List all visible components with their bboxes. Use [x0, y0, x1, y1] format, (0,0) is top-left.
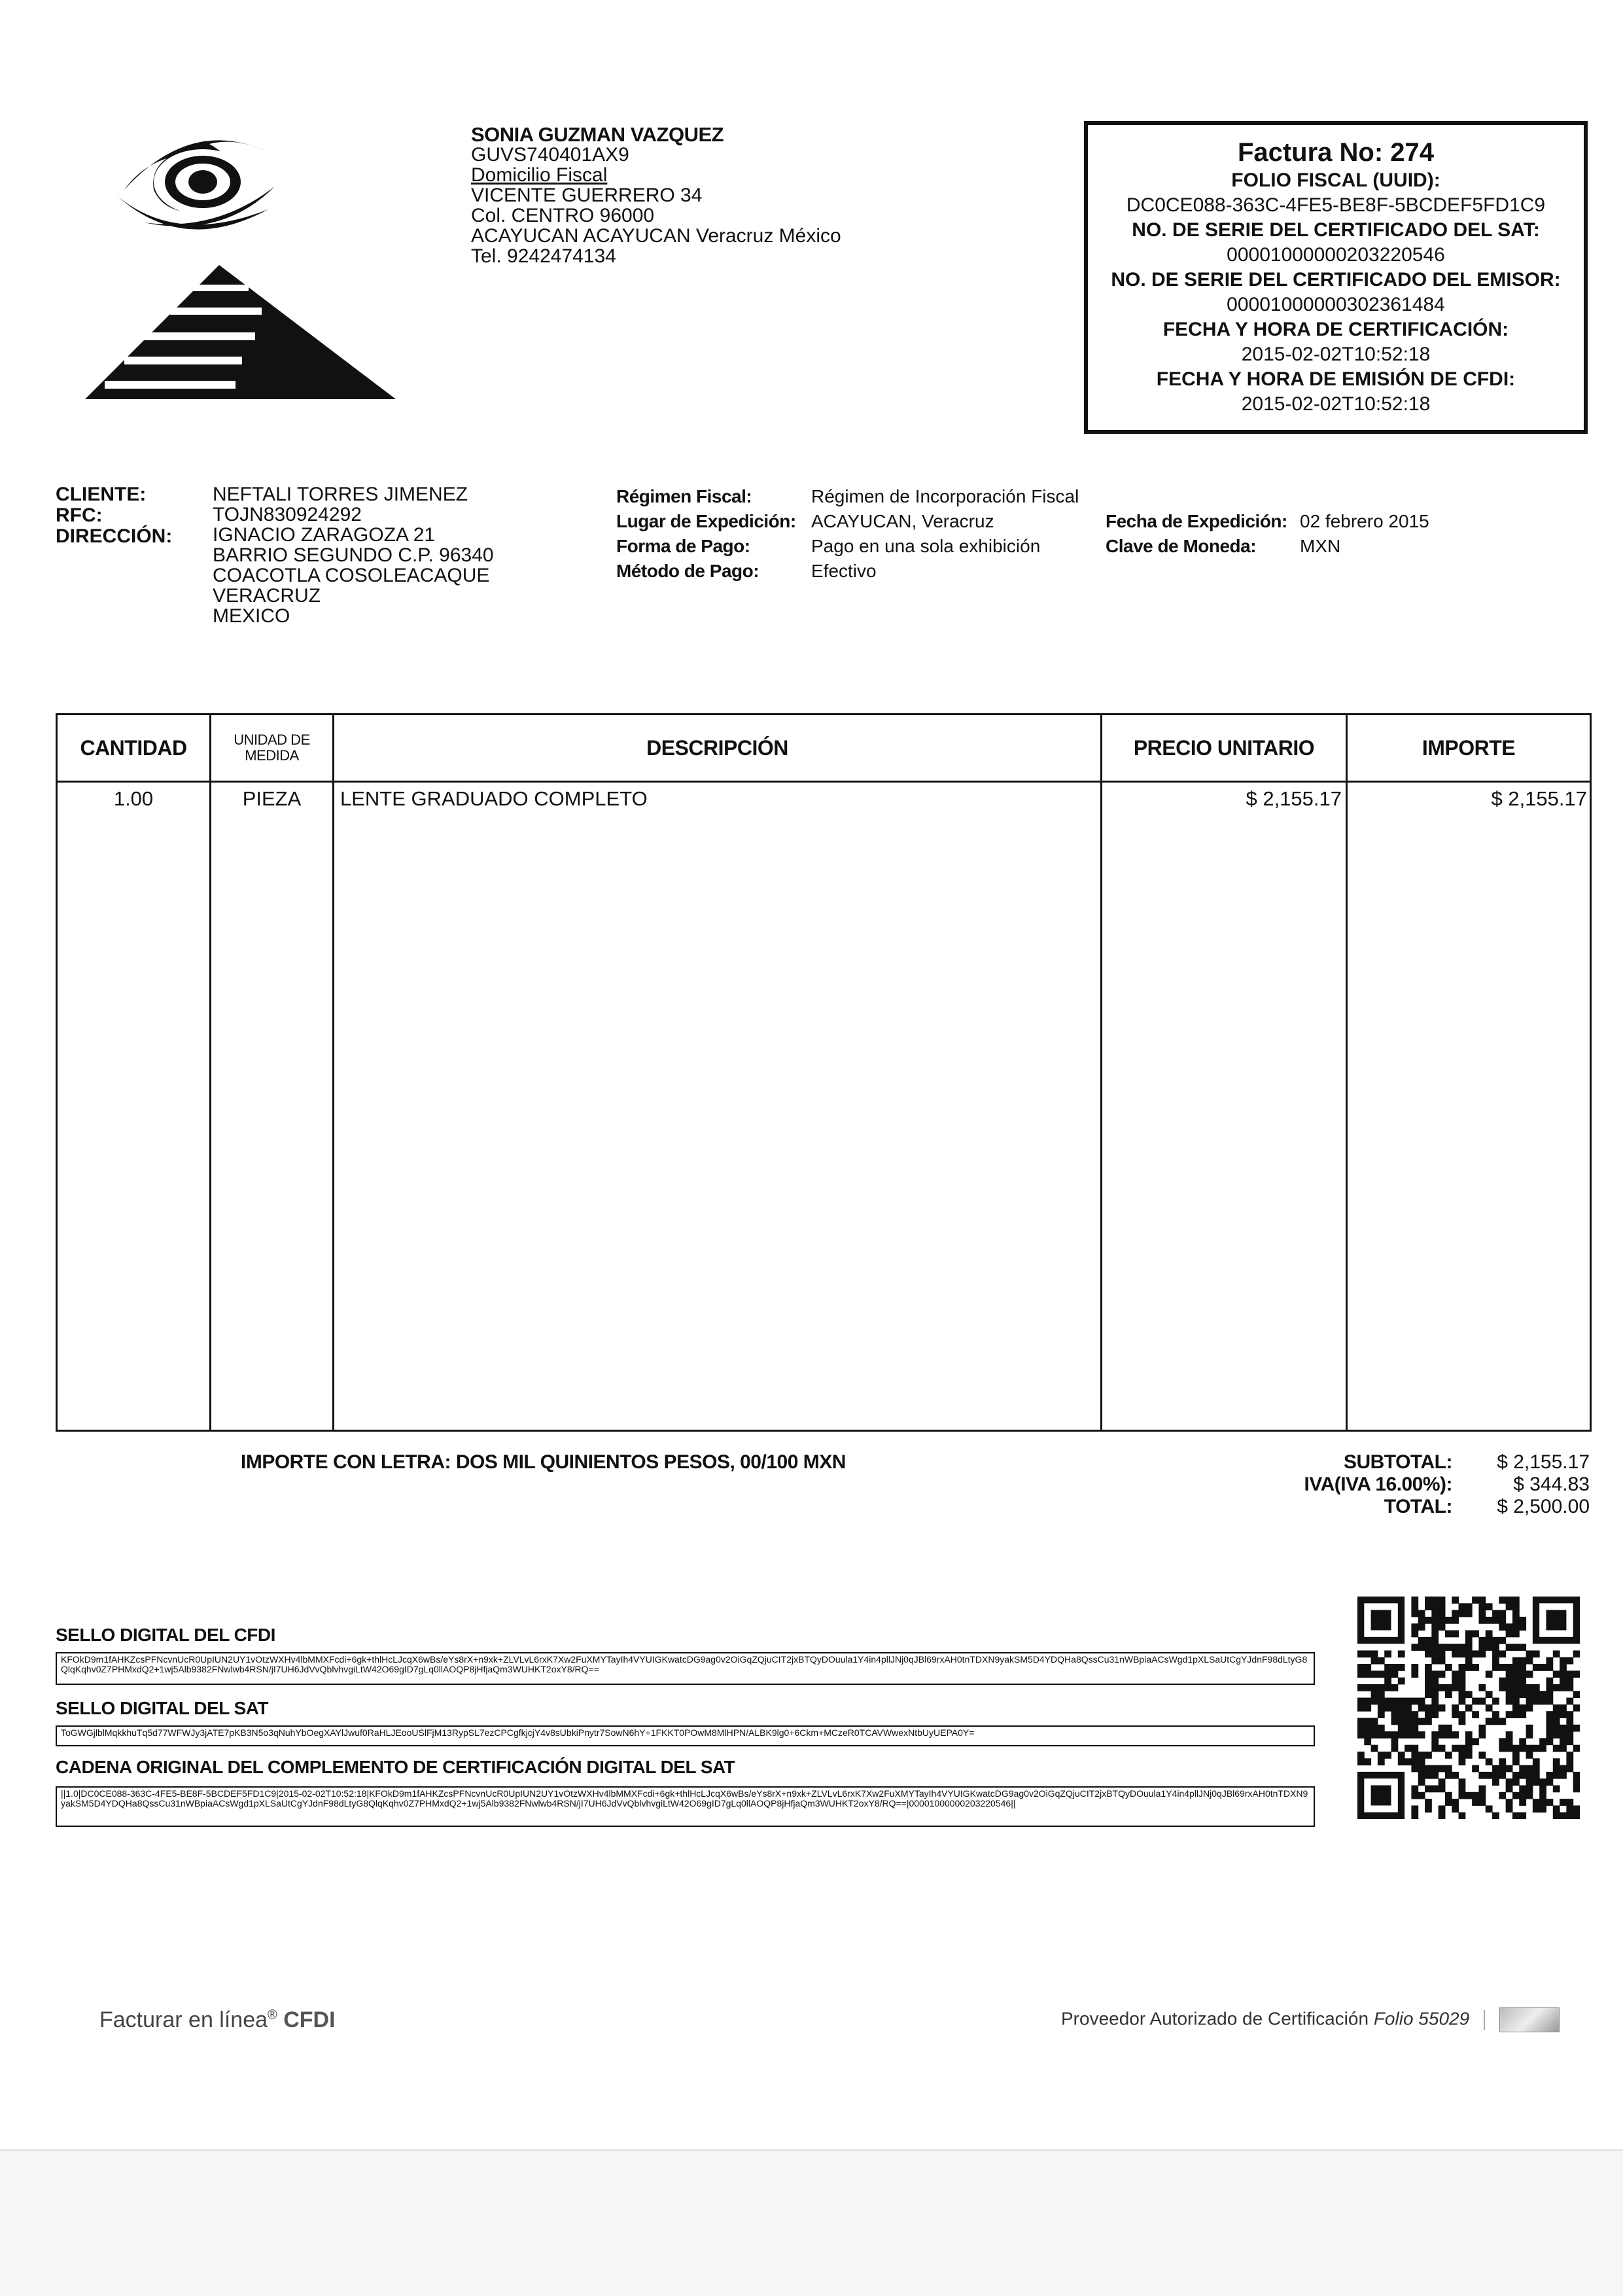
direccion-label: DIRECCIÓN: — [56, 525, 173, 547]
issuer-phone: Tel. 9242474134 — [471, 245, 616, 267]
footer-brand — [99, 2007, 336, 2033]
issuer-rfc: GUVS740401AX9 — [471, 144, 629, 166]
subtotal-label: SUBTOTAL: — [1343, 1451, 1452, 1473]
issuer-colonia: Col. CENTRO 96000 — [471, 205, 655, 226]
client-address-line: IGNACIO ZARAGOZA 21 — [213, 524, 436, 546]
footer-provider-text: Proveedor Autorizado de Certificación — [1061, 2008, 1369, 2029]
column-divider — [332, 715, 334, 1430]
moneda-value: MXN — [1300, 536, 1341, 556]
totals-values — [1465, 1451, 1590, 1518]
date-currency-labels — [1106, 509, 1287, 559]
sat-cert-value: 00001000000203220546 — [1227, 244, 1445, 266]
rfc-label: RFC: — [56, 504, 103, 526]
date-currency-values — [1300, 509, 1429, 559]
sello-cfdi-label: SELLO DIGITAL DEL CFDI — [56, 1625, 275, 1645]
header-unidad-line1: UNIDAD DE — [234, 732, 310, 748]
iva-value: $ 344.83 — [1513, 1474, 1590, 1495]
emisor-cert-value: 00001000000302361484 — [1227, 294, 1445, 315]
sello-sat-label: SELLO DIGITAL DEL SAT — [56, 1698, 268, 1718]
emisor-cert-label: NO. DE SERIE DEL CERTIFICADO DEL EMISOR: — [1111, 269, 1561, 291]
total-value: $ 2,500.00 — [1497, 1496, 1590, 1517]
emit-date-value: 2015-02-02T10:52:18 — [1241, 393, 1431, 415]
cadena-original-label: CADENA ORIGINAL DEL COMPLEMENTO DE CERTIFICACIÓN DIGITAL DEL SAT — [56, 1757, 735, 1777]
fecha-value: 02 febrero 2015 — [1300, 511, 1429, 531]
fiscal-values — [811, 484, 1079, 584]
uuid-label: FOLIO FISCAL (UUID): — [1231, 169, 1440, 191]
regimen-label: Régimen Fiscal: — [616, 486, 752, 506]
row-cantidad: 1.00 — [113, 787, 154, 810]
header-precio: PRECIO UNITARIO — [1133, 735, 1315, 760]
forma-value: Pago en una sola exhibición — [811, 536, 1041, 556]
issuer-block — [471, 124, 841, 266]
column-divider — [209, 715, 211, 1430]
footer-divider — [1484, 2010, 1485, 2030]
lugar-value: ACAYUCAN, Veracruz — [811, 511, 994, 531]
cert-date-label: FECHA Y HORA DE CERTIFICACIÓN: — [1162, 319, 1509, 340]
items-table — [56, 713, 1592, 1432]
column-divider — [1100, 715, 1102, 1430]
iva-label: IVA(IVA 16.00%): — [1304, 1474, 1452, 1495]
footer-folio: Folio 55029 — [1373, 2008, 1470, 2029]
header-importe: IMPORTE — [1422, 735, 1516, 760]
subtotal-value: $ 2,155.17 — [1497, 1451, 1590, 1473]
footer-provider — [1061, 2007, 1560, 2032]
sat-cert-label: NO. DE SERIE DEL CERTIFICADO DEL SAT: — [1132, 219, 1540, 241]
footer-cfdi: CFDI — [283, 2007, 336, 2032]
client-address-line: VERACRUZ — [213, 585, 321, 607]
issuer-street: VICENTE GUERRERO 34 — [471, 185, 703, 206]
row-descripcion: LENTE GRADUADO COMPLETO — [340, 787, 648, 810]
row-precio: $ 2,155.17 — [1246, 787, 1342, 810]
qr-code — [1357, 1597, 1580, 1819]
client-values — [213, 484, 494, 626]
emit-date-label: FECHA Y HORA DE EMISIÓN DE CFDI: — [1156, 368, 1516, 390]
client-address-line: COACOTLA COSOLEACAQUE — [213, 565, 490, 586]
issuer-city: ACAYUCAN ACAYUCAN Veracruz México — [471, 225, 841, 247]
footer-reg-mark: ® — [268, 2007, 277, 2022]
amount-in-words: IMPORTE CON LETRA: DOS MIL QUINIENTOS PESOS, 00/100 MXN — [241, 1451, 846, 1473]
invoice-title: Factura No: 274 — [1237, 138, 1435, 167]
sello-sat-box: ToGWGjlblMqkkhuTq5d77WFWJy3jATE7pKB3N5o3qNuhYbOegXAYlJwuf0RaHLJEooUSlFjM13RypSL7ezCPCgfkjcjY4v8sUbkiPnytr7SowN6hY+1FKKT0POwM8MlHPN/ALBK9lg0+6Ckm+MCzeR0TCAVWwexNtbUyUEPA0Y= — [56, 1725, 1315, 1746]
pac-logo-icon — [1499, 2007, 1560, 2032]
fecha-label: Fecha de Expedición: — [1106, 511, 1287, 531]
client-address-line: BARRIO SEGUNDO C.P. 96340 — [213, 544, 494, 566]
metodo-value: Efectivo — [811, 561, 877, 581]
client-address-line: MEXICO — [213, 605, 290, 627]
fiscal-labels — [616, 484, 796, 584]
cert-date-value: 2015-02-02T10:52:18 — [1241, 344, 1431, 365]
invoice-info-box — [1084, 121, 1588, 434]
domicilio-label: Domicilio Fiscal — [471, 164, 608, 186]
forma-label: Forma de Pago: — [616, 536, 750, 556]
client-name: NEFTALI TORRES JIMENEZ — [213, 484, 468, 505]
header-cantidad: CANTIDAD — [80, 735, 187, 760]
issuer-name: SONIA GUZMAN VAZQUEZ — [471, 123, 724, 146]
header-unidad-line2: MEDIDA — [245, 747, 299, 764]
cadena-original-box: ||1.0|DC0CE088-363C-4FE5-BE8F-5BCDEF5FD1C9|2015-02-02T10:52:18|KFOkD9m1fAHKZcsPFNcvnUcR0UpIUN2UY1vOtzWXHv4lbMMXFcdi+6gk+thlHcLJcqX6wBs/eYs8rX+n9xk+ZLVLvL6rxK7Xw2FuXMYTayIh4VYUIGKwatcDG9ag0v2OiGqZQjuCIT2jxBTQyDOuula1Y4in4pllJNj0qJBl69rxAH0tnTDXN9yakSM5D4YDQHa8QssCu31nWBpiaACsWgd1pXLSaUtCgYJdnF98dLtyG8QlqKqhv0Z7PHMxdQ2+1wj5Alb9382FNwlwb4RSN/jI7UH6JdVvQblvhvgiLtW42O69gID7gLq0llAOQP8jHfjaQm3WUHKT2oxY8/RQ==|00001000000203220546|| — [56, 1786, 1315, 1827]
cliente-label: CLIENTE: — [56, 484, 147, 505]
lugar-label: Lugar de Expedición: — [616, 511, 796, 531]
regimen-value: Régimen de Incorporación Fiscal — [811, 486, 1079, 506]
footer-brand-text: Facturar en línea — [99, 2007, 268, 2032]
header-unidad — [211, 715, 332, 781]
eye-pyramid-logo — [79, 124, 402, 406]
metodo-label: Método de Pago: — [616, 561, 759, 581]
moneda-label: Clave de Moneda: — [1106, 536, 1257, 556]
column-divider — [1346, 715, 1348, 1430]
page-bottom-band — [0, 2151, 1623, 2296]
client-labels — [56, 484, 172, 547]
row-importe: $ 2,155.17 — [1491, 787, 1587, 810]
client-rfc: TOJN830924292 — [213, 504, 362, 525]
sello-cfdi-box: KFOkD9m1fAHKZcsPFNcvnUcR0UpIUN2UY1vOtzWXHv4lbMMXFcdi+6gk+thlHcLJcqX6wBs/eYs8rX+n9xk+ZLVLvL6rxK7Xw2FuXMYTayIh4VYUIGKwatcDG9ag0v2OiGqZQjuCIT2jxBTQyDOuula1Y4in4pllJNj0qJBl69rxAH0tnTDXN9yakSM5D4YDQHa8QssCu31nWBpiaACsWgd1pXLSaUtCgYJdnF98dLtyG8QlqKqhv0Z7PHMxdQ2+1wj5Alb9382FNwlwb4RSN/jI7UH6JdVvQblvhvgiLtW42O69gID7gLq0llAOQP8jHfjaQm3WUHKT2oxY8/RQ== — [56, 1652, 1315, 1685]
header-descripcion: DESCRIPCIÓN — [646, 735, 788, 760]
row-unidad: PIEZA — [242, 787, 302, 810]
uuid-value: DC0CE088-363C-4FE5-BE8F-5BCDEF5FD1C9 — [1126, 194, 1546, 216]
totals-labels — [1263, 1451, 1452, 1518]
total-label: TOTAL: — [1384, 1496, 1452, 1517]
